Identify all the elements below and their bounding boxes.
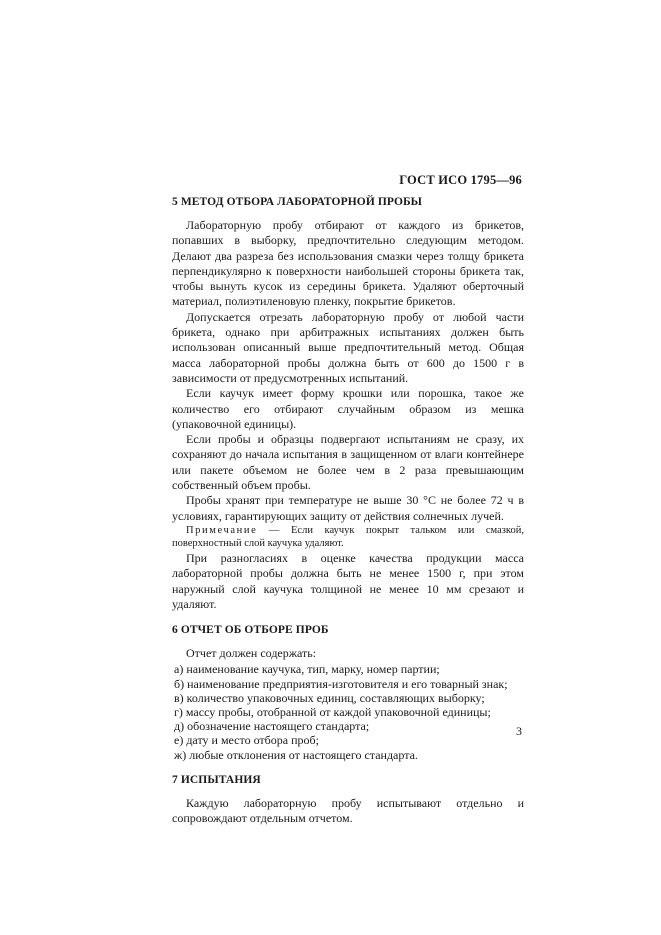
document-body: [172, 196, 524, 826]
list-item: ж) любые отклонения от настоящего стандарта.: [174, 747, 418, 762]
standard-designation: ГОСТ ИСО 1795—96: [399, 173, 522, 187]
section-5-title: 5 МЕТОД ОТБОРА ЛАБОРАТОРНОЙ ПРОБЫ: [172, 196, 423, 208]
section-5-paragraph-3: Если каучук имеет форму крошки или порошка, такое же количество его отбирают случайным образом из мешка (упаковочной единицы).: [172, 386, 524, 431]
note-label: Примечание: [186, 524, 258, 536]
section-5-paragraph-1: Лабораторную пробу отбирают от каждого из брикетов, попавших в выборку, предпочтительно следующим методом. Делают два разреза без использования смазки через толщу брикета перпендикулярно к поверхности наибольшей стороны брикета так, чтобы вынуть кусок из середины брикета. Удаляют оберточный материал, полиэтиленовую пленку, покрытие брикетов.: [172, 218, 524, 309]
section-5-note: [172, 524, 524, 551]
page-number: 3: [516, 724, 522, 738]
list-item: б) наименование предприятия-изготовителя и его товарный знак;: [174, 676, 508, 691]
list-item: д) обозначение настоящего стандарта;: [174, 719, 370, 734]
section-5-final-paragraph: При разногласиях в оценке качества продукции масса лабораторной пробы должна быть не менее 1500 г, при этом наружный слой каучука толщиной не менее 10 мм срезают и удаляют.: [172, 550, 524, 611]
section-7-title: 7 ИСПЫТАНИЯ: [172, 773, 261, 786]
section-5-paragraph-4: Если пробы и образцы подвергают испытаниям не сразу, их сохраняют до начала испытания в защищенном от влаги контейнере или пакете объемом не более чем в 2 раза превышающим собственный объем пробы.: [172, 432, 524, 493]
section-7-paragraph: Каждую лабораторную пробу испытывают отдельно и сопровождают отдельным отчетом.: [172, 795, 524, 826]
section-6-list: [172, 662, 524, 761]
note-text: — Если каучук покрыт тальком или смазкой, поверхностный слой каучука удаляют.: [172, 524, 524, 550]
list-item: а) наименование каучука, тип, марку, номер партии;: [174, 662, 440, 677]
section-5-paragraph-5: Пробы хранят при температуре не выше 30 °С не более 72 ч в условиях, гарантирующих защиту от действия солнечных лучей.: [172, 493, 524, 523]
section-6-intro: Отчет должен содержать:: [186, 646, 317, 661]
list-item: е) дату и место отбора проб;: [174, 733, 319, 748]
section-6-title: 6 ОТЧЕТ ОБ ОТБОРЕ ПРОБ: [172, 624, 329, 637]
list-item: в) количество упаковочных единиц, составляющих выборку;: [174, 690, 485, 705]
list-item: г) массу пробы, отобранной от каждой упаковочной единицы;: [174, 705, 491, 720]
section-5-paragraph-2: Допускается отрезать лабораторную пробу от любой части брикета, однако при арбитражных испытаниях должен быть использован описанный выше предпочтительный метод. Общая масса лабораторной пробы должна быть от 600 до 1500 г в зависимости от предусмотренных испытаний.: [172, 309, 524, 385]
